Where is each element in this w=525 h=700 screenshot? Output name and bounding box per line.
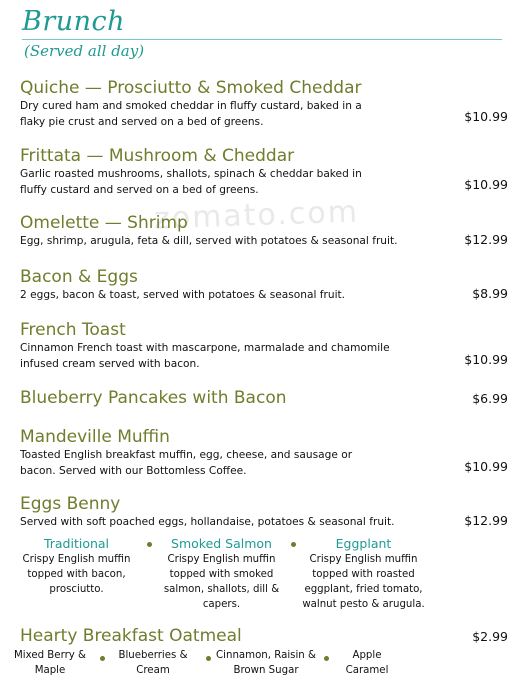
menu-item-blueberry-pancakes [20, 388, 508, 408]
menu-item-frittata [20, 146, 508, 198]
item-name: Bacon & Eggs [20, 267, 138, 287]
item-description: Served with soft poached eggs, hollandaise, potatoes & seasonal fruit. [20, 516, 395, 528]
benny-options [14, 536, 434, 614]
item-description: Dry cured ham and smoked cheddar in fluffy custard, baked in a flaky pie crust and served on a bed of greens. [20, 100, 362, 128]
item-name: Blueberry Pancakes with Bacon [20, 388, 287, 408]
menu-item-french-toast [20, 320, 508, 372]
item-price: $10.99 [464, 352, 508, 367]
item-price: $12.99 [464, 513, 508, 528]
item-name: Eggs Benny [20, 494, 121, 514]
item-description: Cinnamon French toast with mascarpone, marmalade and chamomile infused cream served with bacon. [20, 342, 390, 370]
oatmeal-option: Blueberries & Cream [118, 650, 188, 676]
option-title: Smoked Salmon [171, 536, 272, 551]
item-description: 2 eggs, bacon & toast, served with potatoes & seasonal fruit. [20, 289, 346, 301]
watermark: zomato.com [153, 194, 360, 237]
item-description: Egg, shrimp, arugula, feta & dill, served with potatoes & seasonal fruit. [20, 235, 398, 247]
item-price: $10.99 [464, 177, 508, 192]
oatmeal-option: Mixed Berry & Maple [14, 650, 86, 676]
header-divider [22, 39, 502, 40]
menu-item-quiche [20, 78, 508, 130]
item-price: $6.99 [472, 391, 508, 406]
menu-header [22, 6, 502, 60]
oatmeal-options [14, 648, 434, 688]
bullet-dot [324, 656, 329, 661]
benny-option-traditional [14, 536, 139, 597]
item-price: $10.99 [464, 109, 508, 124]
benny-option-smoked-salmon [159, 536, 284, 612]
option-description: Crispy English muffin topped with bacon, prosciutto. [22, 554, 131, 595]
item-name: Mandeville Muffin [20, 427, 170, 447]
menu-item-oatmeal [20, 626, 508, 646]
item-description: Toasted English breakfast muffin, egg, cheese, and sausage or bacon. Served with our Bottomless Coffee. [20, 449, 353, 477]
item-description: Garlic roasted mushrooms, shallots, spinach & cheddar baked in fluffy custard and served on a bed of greens. [20, 168, 362, 196]
menu-item-omelette [20, 213, 508, 249]
option-title: Eggplant [335, 536, 392, 551]
item-price: $2.99 [472, 629, 508, 644]
bullet-dot [291, 542, 296, 547]
item-price: $12.99 [464, 232, 508, 247]
oatmeal-option: Apple Caramel [345, 650, 389, 676]
oatmeal-option: Cinnamon, Raisin & Brown Sugar [216, 650, 316, 676]
item-name: Hearty Breakfast Oatmeal [20, 626, 242, 646]
option-description: Crispy English muffin topped with roasted eggplant, fried tomato, walnut pesto & arugula. [302, 554, 425, 610]
item-name: Quiche — Prosciutto & Smoked Cheddar [20, 78, 362, 98]
bullet-dot [100, 656, 105, 661]
menu-item-eggs-benny [20, 494, 508, 530]
menu-item-mandeville-muffin [20, 427, 508, 479]
option-description: Crispy English muffin topped with smoked salmon, shallots, dill & capers. [163, 554, 280, 610]
option-title: Traditional [43, 536, 110, 551]
section-title: Brunch [22, 6, 126, 37]
item-name: Frittata — Mushroom & Cheddar [20, 146, 295, 166]
benny-option-eggplant [301, 536, 426, 612]
section-subtitle: (Served all day) [24, 42, 145, 60]
item-price: $10.99 [464, 459, 508, 474]
item-name: Omelette — Shrimp [20, 213, 188, 233]
bullet-dot [206, 656, 211, 661]
menu-item-bacon-eggs [20, 267, 508, 303]
bullet-dot [147, 542, 152, 547]
item-name: French Toast [20, 320, 126, 340]
item-price: $8.99 [472, 286, 508, 301]
